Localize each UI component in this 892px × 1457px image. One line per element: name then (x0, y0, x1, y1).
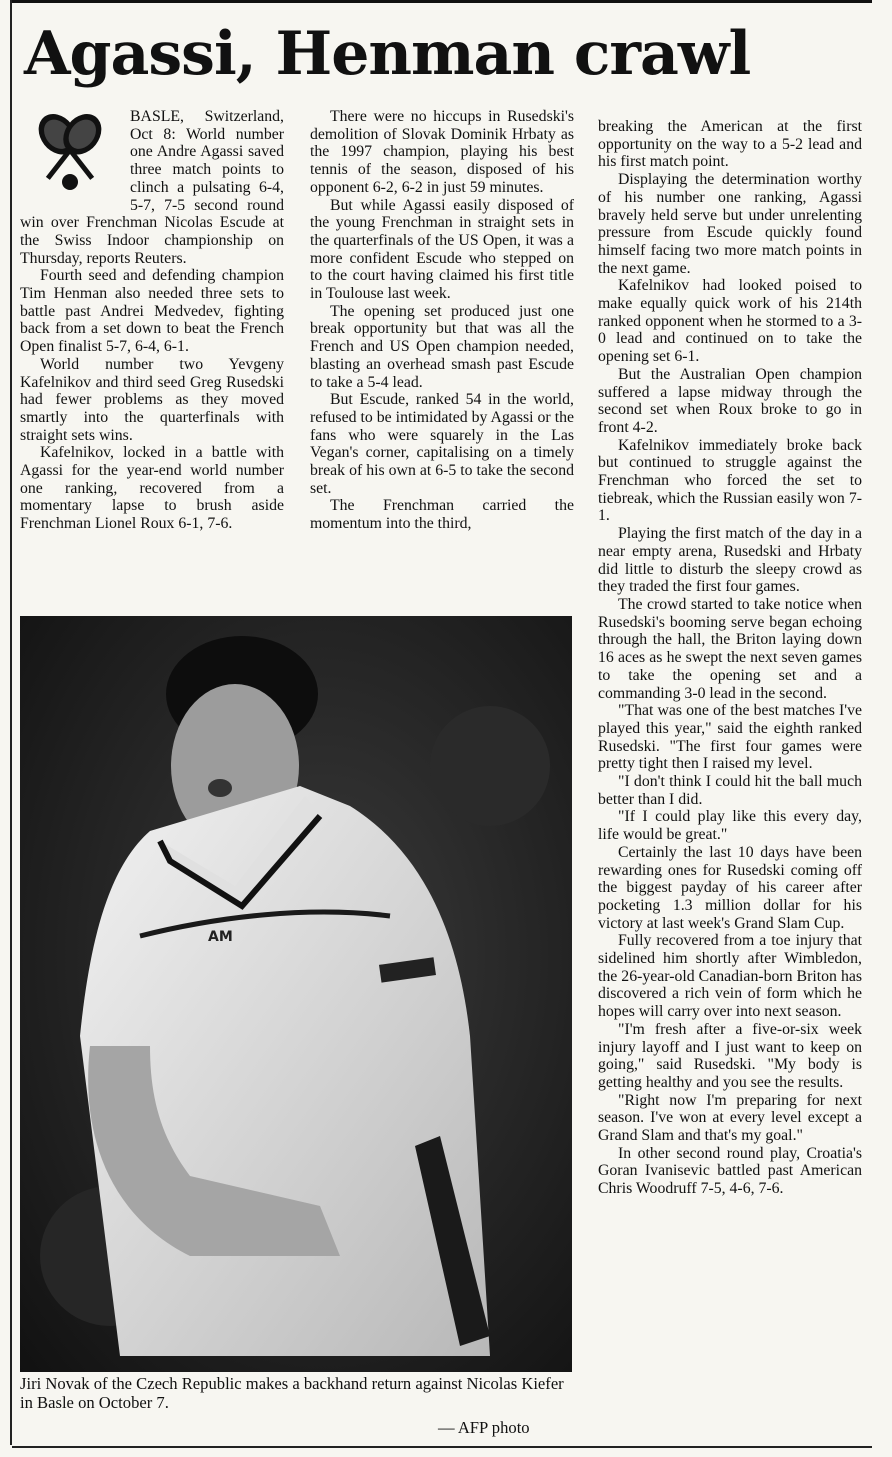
shirt-logo: AM (208, 929, 233, 945)
paragraph: The crowd started to take notice when Rusedski's booming serve began echoing through the hall, the Briton laying down 16 aces as he swept the next seven games to take the opening set and a commanding 3-0 lead in the second. (598, 595, 862, 702)
top-rule (12, 0, 872, 3)
tennis-player-photo (20, 616, 572, 1372)
paragraph: "I don't think I could hit the ball much better than I did. (598, 773, 862, 808)
paragraph: Displaying the determination worthy of his number one ranking, Agassi bravely held serve but under unrelenting pressure from Escude quickly found himself facing two more match points in the next game. (598, 171, 862, 277)
paragraph: "Right now I'm preparing for next season. I've won at every level except a Grand Slam and that's my goal." (598, 1091, 862, 1145)
column-3 (598, 118, 862, 1198)
paragraph: breaking the American at the first opportunity on the way to a 5-2 lead and his first match point. (598, 118, 862, 171)
paragraph: "If I could play like this every day, life would be great." (598, 808, 862, 844)
paragraph: Kafelnikov, locked in a battle with Agassi for the year-end world number one ranking, recovered from a momentary lapse to brush aside Frenchman Lionel Roux 6-1, 7-6. (20, 444, 284, 533)
paragraph: Kafelnikov had looked poised to make equally quick work of his 214th ranked opponent when he stormed to a 3-0 lead and continued on to take the opening set 6-1. (598, 277, 862, 366)
paragraph: Playing the first match of the day in a near empty arena, Rusedski and Hrbaty did little to disturb the sleepy crowd as they traded the first four games. (598, 525, 862, 596)
column-1 (20, 108, 284, 533)
tennis-rackets-icon (20, 108, 120, 196)
photo-credit: — AFP photo (438, 1418, 530, 1437)
paragraph: BASLE, Switzerland, Oct 8: World number one Andre Agassi saved three match points to clinch a pulsating 6-4, 5-7, 7-5 second round win over Frenchman Nicolas Escude at the Swiss Indoor championship on Thursday, reports Reuters. (20, 108, 284, 267)
paragraph: Fully recovered from a toe injury that sidelined him shortly after Wimbledon, the 26-year-old Canadian-born Briton has discovered a rich vein of form which he hopes will carry over into next season. (598, 932, 862, 1021)
paragraph: But the Australian Open champion suffered a lapse midway through the second set when Roux broke to go in front 4-2. (598, 365, 862, 436)
paragraph: Fourth seed and defending champion Tim Henman also needed three sets to battle past Andrei Medvedev, fighting back from a set down to beat the French Open finalist 5-7, 6-4, 6-1. (20, 267, 284, 356)
headline: Agassi, Henman crawl (24, 19, 751, 89)
paragraph: But while Agassi easily disposed of the young Frenchman in straight sets in the quarterfinals of the US Open, it was a more confident Escude who stepped on to the court having claimed his first title in Toulouse last week. (310, 196, 574, 303)
paragraph: There were no hiccups in Rusedski's demolition of Slovak Dominik Hrbaty as the 1997 champion, playing his best tennis of the season, disposed of his opponent 6-2, 6-2 in just 59 minutes. (310, 108, 574, 196)
paragraph: The Frenchman carried the momentum into the third, (310, 497, 574, 533)
paragraph: "I'm fresh after a five-or-six week injury layoff and I just want to keep on going," said Rusedski. "My body is getting healthy and you see the results. (598, 1020, 862, 1091)
paragraph: World number two Yevgeny Kafelnikov and third seed Greg Rusedski had fewer problems as they moved smartly into the quarterfinals with straight sets wins. (20, 355, 284, 444)
photo-caption: Jiri Novak of the Czech Republic makes a backhand return against Nicolas Kiefer in Basle on October 7. (20, 1374, 564, 1412)
photo-illustration (20, 616, 572, 1372)
paragraph: In other second round play, Croatia's Goran Ivanisevic battled past American Chris Woodruff 7-5, 4-6, 7-6. (598, 1144, 862, 1198)
paragraph: "That was one of the best matches I've played this year," said the eighth ranked Rusedski. "The first four games were pretty tight then I raised my level. (598, 702, 862, 773)
bottom-rule (12, 1446, 872, 1448)
paragraph: Kafelnikov immediately broke back but continued to struggle against the Frenchman who forced the set to tiebreak, which the Russian easily won 7-1. (598, 436, 862, 525)
left-rule (10, 0, 12, 1445)
paragraph: The opening set produced just one break opportunity but that was all the French and US Open champion needed, blasting an overhead smash past Escude to take a 5-4 lead. (310, 302, 574, 391)
paragraph: But Escude, ranked 54 in the world, refused to be intimidated by Agassi or the fans who were squarely in the Las Vegan's corner, capitalising on a timely break of his own at 6-5 to take the second set. (310, 391, 574, 497)
column-2 (310, 108, 574, 533)
paragraph: Certainly the last 10 days have been rewarding ones for Rusedski coming off the biggest payday of his career after pocketing 1.3 million dollar for his victory at last week's Grand Slam Cup. (598, 843, 862, 932)
